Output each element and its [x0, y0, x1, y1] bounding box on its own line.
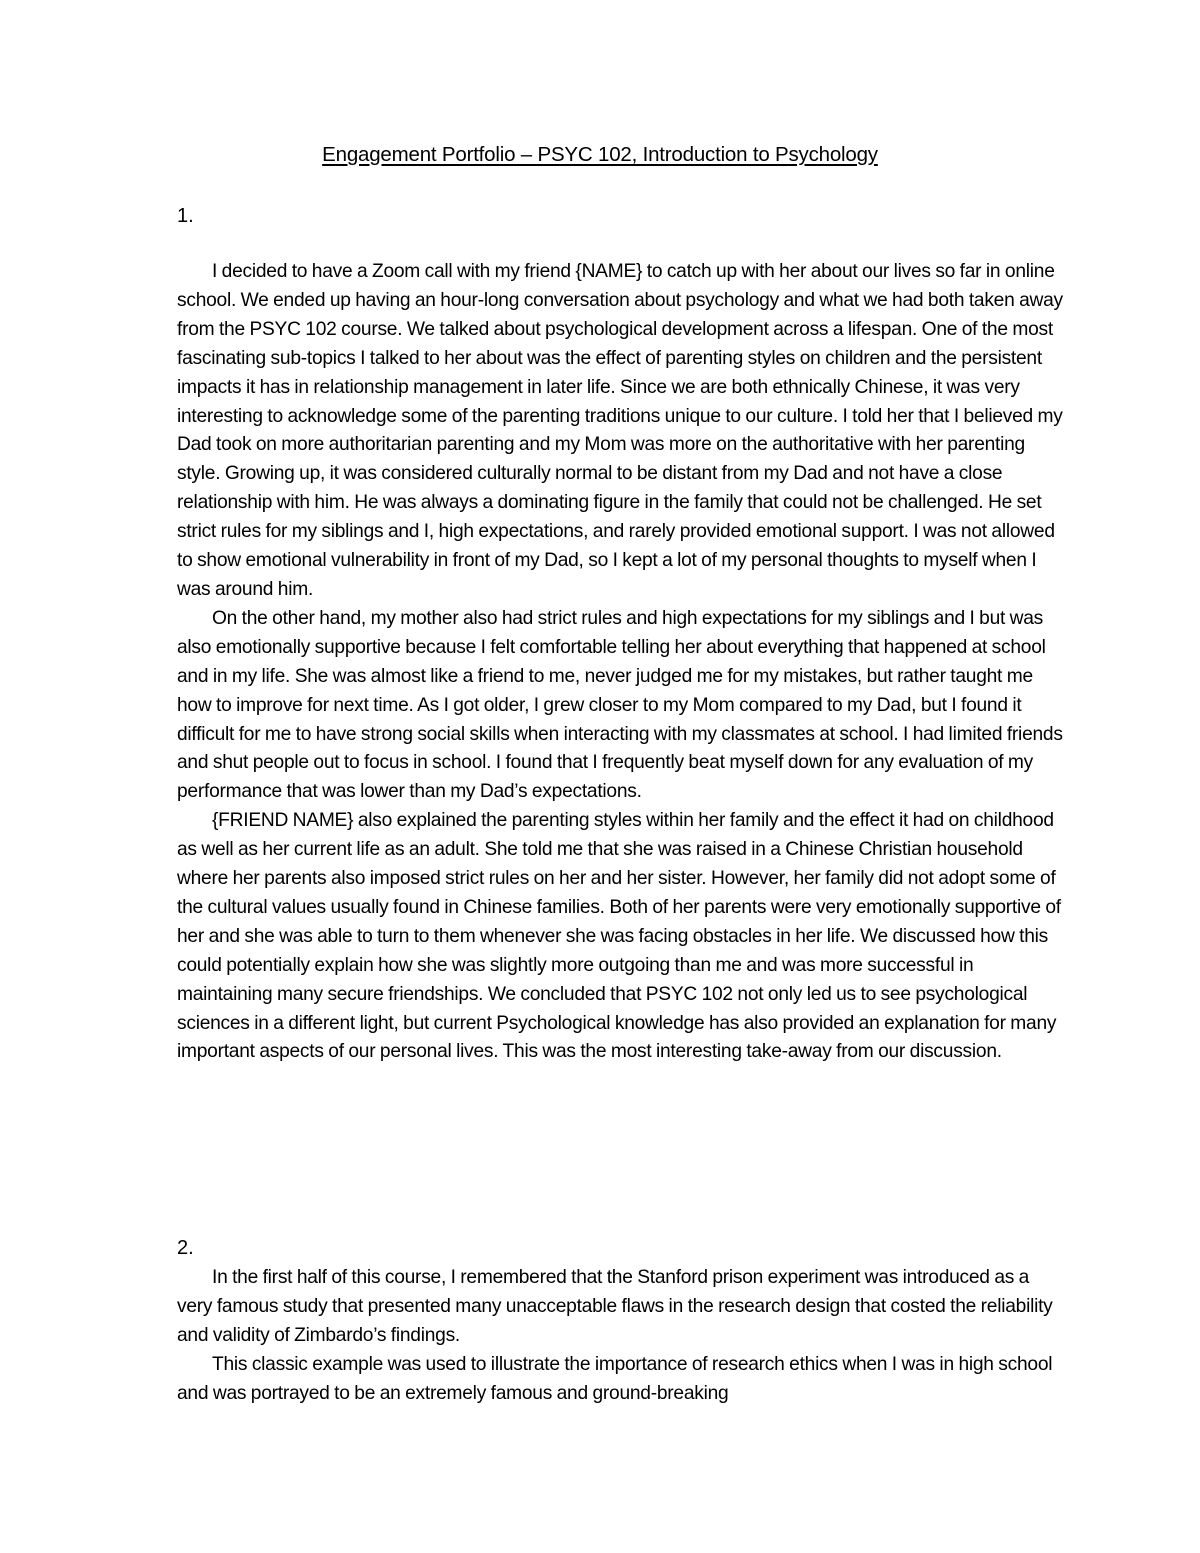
paragraph: On the other hand, my mother also had strict rules and high expectations for my siblings and I but was also emotionally supportive because I felt comfortable telling her about everything that happened at school and in my life. She was almost like a friend to me, never judged me for my mistakes, but rather taught me how to improve for next time. As I got older, I grew closer to my Mom compared to my Dad, but I found it difficult for me to have strong social skills when interacting with my classmates at school. I had limited friends and shut people out to focus in school. I found that I frequently beat myself down for any evaluation of my performance that was lower than my Dad’s expectations. [177, 607, 1063, 803]
paragraph: This classic example was used to illustrate the importance of research ethics when I was in high school and was portrayed to be an extremely famous and ground-breaking [177, 1353, 1053, 1404]
paragraph: I decided to have a Zoom call with my friend {NAME} to catch up with her about our lives so far in online school. We ended up having an hour-long conversation about psychology and what we had both taken away from the PSYC 102 course. We talked about psychological development across a lifespan. One of the most fascinating sub-topics I talked to her about was the effect of parenting styles on children and the persistent impacts it has in relationship management in later life. Since we are both ethnically Chinese, it was very interesting to acknowledge some of the parenting traditions unique to our culture. I told her that I believed my Dad took on more authoritarian parenting and my Mom was more on the authoritative with her parenting style. Growing up, it was considered culturally normal to be distant from my Dad and not have a close relationship with him. He was always a dominating figure in the family that could not be challenged. He set strict rules for my siblings and I, high expectations, and rarely provided emotional support. I was not allowed to show emotional vulnerability in front of my Dad, so I kept a lot of my personal thoughts to myself when I was around him. [177, 261, 1063, 600]
document-title: Engagement Portfolio – PSYC 102, Introduction to Psychology [322, 143, 878, 166]
section-number-2: 2. [177, 1237, 194, 1259]
paragraph: {FRIEND NAME} also explained the parenting styles within her family and the effect it had on childhood as well as her current life as an adult. She told me that she was raised in a Chinese Christian household where her parents also imposed strict rules on her and her sister. However, her family did not adopt some of the cultural values usually found in Chinese families. Both of her parents were very emotionally supportive of her and she was able to turn to them whenever she was facing obstacles in her life. We discussed how this could potentially explain how she was slightly more outgoing than me and was more successful in maintaining many secure friendships. We concluded that PSYC 102 not only led us to see psychological sciences in a different light, but current Psychological knowledge has also provided an explanation for many important aspects of our personal lives. This was the most interesting take-away from our discussion. [177, 810, 1061, 1063]
section-1-body [177, 258, 1067, 1067]
section-2-body [177, 1264, 1067, 1409]
paragraph: In the first half of this course, I remembered that the Stanford prison experiment was introduced as a very famous study that presented many unacceptable flaws in the research design that costed the reliability and validity of Zimbardo’s findings. [177, 1267, 1053, 1346]
section-number-1: 1. [177, 205, 194, 227]
